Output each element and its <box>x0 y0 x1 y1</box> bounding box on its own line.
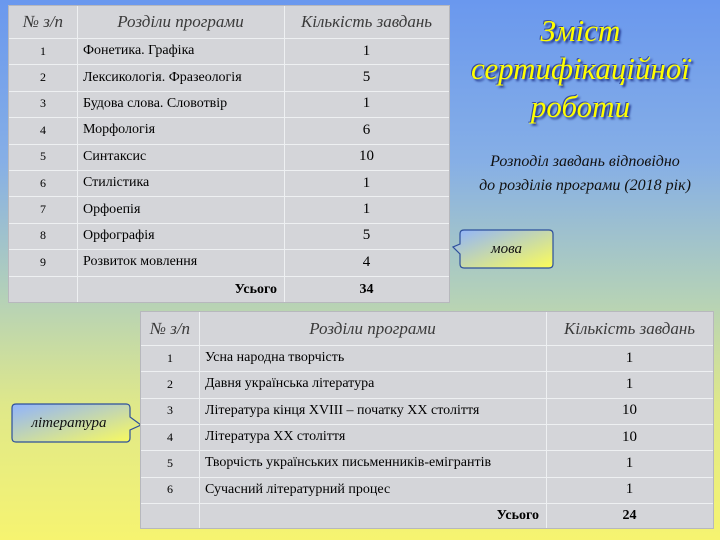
total-value: 34 <box>359 281 374 297</box>
row-section: Фонетика. Графіка <box>83 43 195 59</box>
total-value: 24 <box>622 507 637 523</box>
row-number: 7 <box>40 202 46 217</box>
column-header-num: № з/п <box>22 12 64 31</box>
row-count: 1 <box>362 201 371 218</box>
table-row <box>9 196 449 222</box>
row-count: 1 <box>362 95 371 112</box>
column-header-count: Кількість завдань <box>563 318 696 338</box>
column-header-count: Кількість завдань <box>300 12 433 31</box>
language-table-total <box>9 276 449 303</box>
row-section: Усна народна творчість <box>205 350 345 366</box>
slide-title <box>458 12 703 126</box>
slide-subtitle <box>456 150 714 198</box>
table-row <box>141 450 713 476</box>
row-number: 8 <box>40 228 46 243</box>
table-row <box>9 117 449 143</box>
row-count: 10 <box>622 428 637 445</box>
title-line: сертифікаційної <box>470 51 691 86</box>
row-count: 6 <box>362 121 371 138</box>
row-number: 3 <box>40 96 46 111</box>
table-row <box>141 424 713 450</box>
row-section: Лексикологія. Фразеологія <box>83 69 242 85</box>
row-number: 1 <box>40 43 46 58</box>
row-count: 5 <box>362 227 371 244</box>
table-row <box>9 91 449 117</box>
subtitle-line: до розділів програми (2018 рік) <box>479 177 691 194</box>
table-row <box>141 398 713 424</box>
row-number: 2 <box>40 70 46 85</box>
row-section: Сучасний літературний процес <box>205 481 391 497</box>
row-count: 1 <box>625 454 634 471</box>
table-row <box>9 38 449 64</box>
column-header-section: Розділи програми <box>117 12 244 31</box>
language-callout: мова <box>491 240 522 257</box>
column-header-num: № з/п <box>149 318 191 338</box>
row-number: 1 <box>167 350 173 365</box>
row-number: 4 <box>40 122 46 137</box>
language-table <box>8 5 450 303</box>
row-number: 3 <box>167 403 173 418</box>
row-count: 5 <box>362 69 371 86</box>
row-section: Давня українська література <box>205 376 375 392</box>
title-line: Зміст <box>540 13 621 48</box>
row-count: 10 <box>359 148 374 165</box>
table-row <box>9 64 449 90</box>
row-section: Морфологія <box>83 122 156 138</box>
row-number: 4 <box>167 429 173 444</box>
row-section: Творчість українських письменників-емігрантів <box>205 455 492 471</box>
row-section: Розвиток мовлення <box>83 254 198 270</box>
row-number: 9 <box>40 254 46 269</box>
row-number: 6 <box>40 175 46 190</box>
literature-table-header <box>141 312 713 345</box>
row-count: 1 <box>362 174 371 191</box>
language-table-header <box>9 6 449 38</box>
total-label: Усього <box>234 281 277 297</box>
row-section: Орфоепія <box>83 201 141 217</box>
row-number: 2 <box>167 376 173 391</box>
title-line: роботи <box>530 89 631 124</box>
table-row <box>9 249 449 275</box>
row-section: Стилістика <box>83 175 150 191</box>
table-row <box>141 345 713 371</box>
total-label: Усього <box>496 507 539 523</box>
row-count: 10 <box>622 402 637 419</box>
row-number: 5 <box>167 455 173 470</box>
table-row <box>9 223 449 249</box>
column-header-section: Розділи програми <box>309 318 436 338</box>
row-count: 1 <box>625 375 634 392</box>
row-count: 1 <box>625 481 634 498</box>
table-row <box>141 477 713 503</box>
table-row <box>9 170 449 196</box>
row-section: Будова слова. Словотвір <box>83 95 228 111</box>
literature-table-total <box>141 503 713 528</box>
row-count: 1 <box>625 349 634 366</box>
row-count: 1 <box>362 42 371 59</box>
row-count: 4 <box>362 253 371 270</box>
row-section: Синтаксис <box>83 148 147 164</box>
literature-table <box>140 311 714 529</box>
row-section: Література кінця XVIII – початку XX століття <box>205 402 480 418</box>
table-row <box>141 371 713 397</box>
table-row <box>9 144 449 170</box>
row-number: 6 <box>167 482 173 497</box>
row-number: 5 <box>40 149 46 164</box>
literature-callout: література <box>31 414 107 431</box>
row-section: Література XX століття <box>205 429 346 445</box>
row-section: Орфографія <box>83 227 155 243</box>
subtitle-line: Розподіл завдань відповідно <box>490 153 680 170</box>
